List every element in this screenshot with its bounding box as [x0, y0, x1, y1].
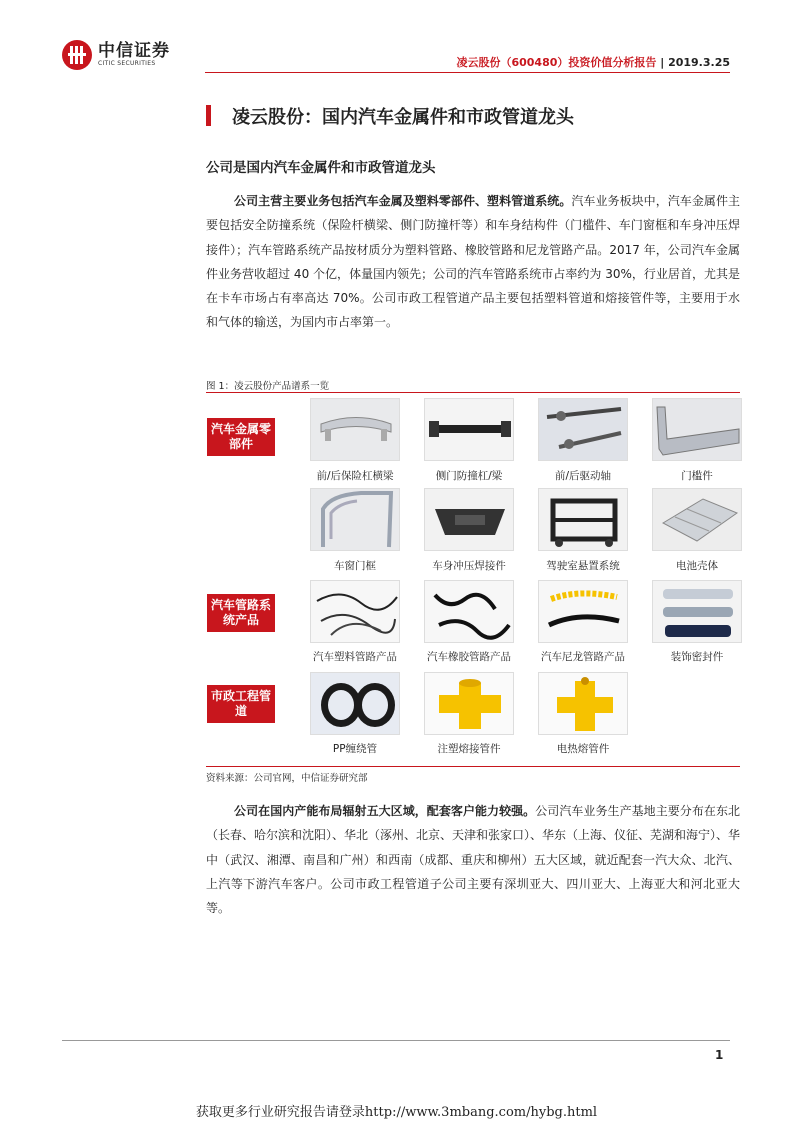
download-note: 获取更多行业研究报告请登录http://www.3mbang.com/hybg.html: [195, 1105, 598, 1120]
stamped-weld-icon: [425, 489, 514, 551]
intro-paragraph-body: 汽车业务板块中，汽车金属件主要包括安全防撞系统（保险杆横梁、侧门防撞杆等）和车身结构件（门槛件、车门窗框和车身冲压焊接件）；汽车管路系统产品按材质分为塑料管路、橡胶管路和尼龙管路产品。2017 年，公司汽车金属件业务营收超过 40 个亿，体量国内领先；公司的汽车管路系统市占率约为 30%，行业居首，尤其是在卡车市场占有率高达 70%。公司市政工程管道产品主要包括塑料管道和熔接管件等，主要用于水和气体的输送，为国内市占率第一。: [206, 194, 740, 330]
product-label: 驾驶室悬置系统: [546, 560, 620, 572]
capacity-paragraph: [206, 799, 740, 920]
window-frame-icon: [311, 489, 400, 551]
capacity-paragraph-body: 公司汽车业务生产基地主要分布在东北（长春、哈尔滨和沈阳）、华北（涿州、北京、天津和张家口）、华东（上海、仪征、芜湖和海宁）、华中（武汉、湘潭、南昌和广州）和西南（成都、重庆和柳州）五大区域，就近配套一汽大众、北汽、上汽等下游汽车客户。公司市政工程管道子公司主要有深圳亚大、四川亚大、上海亚大和河北亚大等。: [206, 804, 741, 916]
stamped-weld-image: [424, 488, 514, 551]
product-label: 汽车橡胶管路产品: [427, 651, 511, 663]
logo-en: CITIC SECURITIES: [98, 60, 156, 67]
intro-paragraph-lead: 公司主营主要业务包括汽车金属及塑料零部件、塑料管道系统。: [234, 194, 572, 208]
figure-source: 资料来源：公司官网，中信证券研究部: [206, 773, 368, 784]
category-auto-metal: 汽车金属零部件: [207, 418, 275, 456]
product-label: 电池壳体: [676, 560, 718, 572]
report-header-title: [456, 54, 730, 70]
title-accent-bar: [206, 105, 211, 126]
bumper-beam-image: [310, 398, 400, 461]
pp-winding-pipe-image: [310, 672, 400, 735]
report-title: 凌云股份（600480）投资价值分析报告: [456, 56, 657, 69]
side-impact-beam-image: [424, 398, 514, 461]
battery-case-icon: [653, 489, 742, 551]
rubber-pipe-icon: [425, 581, 514, 643]
trim-seal-icon: [653, 581, 742, 643]
header-divider: [205, 72, 730, 73]
electrofusion-fitting-icon: [539, 673, 628, 735]
plastic-pipe-image: [310, 580, 400, 643]
rubber-pipe-image: [424, 580, 514, 643]
trim-seal-image: [652, 580, 742, 643]
door-sill-icon: [653, 399, 742, 461]
section-title: 公司是国内汽车金属件和市政管道龙头: [206, 160, 436, 176]
intro-paragraph: [206, 189, 740, 335]
capacity-paragraph-lead: 公司在国内产能布局辐射五大区域，配套客户能力较强。: [234, 804, 536, 818]
impact-beam-icon: [425, 399, 514, 461]
electrofusion-fitting-image: [538, 672, 628, 735]
page-header: [62, 40, 730, 72]
product-label: 汽车尼龙管路产品: [541, 651, 625, 663]
product-label: 侧门防撞杠/梁: [435, 470, 503, 482]
figure-top-rule: [206, 392, 740, 393]
page-number: 1: [715, 1048, 724, 1062]
cab-suspension-icon: [539, 489, 628, 551]
plastic-pipe-icon: [311, 581, 400, 643]
footer-divider: [62, 1040, 730, 1041]
drive-shaft-image: [538, 398, 628, 461]
report-date: 2019.3.25: [668, 56, 730, 69]
product-label: 门槛件: [681, 470, 713, 482]
category-auto-pipe: 汽车管路系统产品: [207, 594, 275, 632]
door-sill-image: [652, 398, 742, 461]
cab-suspension-image: [538, 488, 628, 551]
product-label: 车身冲压焊接件: [432, 560, 506, 572]
figure-bottom-rule: [206, 766, 740, 767]
bumper-beam-icon: [311, 399, 400, 461]
nylon-pipe-image: [538, 580, 628, 643]
pp-winding-pipe-icon: [311, 673, 400, 735]
product-label: 装饰密封件: [670, 651, 724, 663]
company-logo: [62, 40, 170, 70]
product-label: 注塑熔接管件: [437, 743, 501, 755]
injection-fitting-icon: [425, 673, 514, 735]
window-frame-image: [310, 488, 400, 551]
page-title: 凌云股份：国内汽车金属件和市政管道龙头: [232, 107, 574, 128]
citic-logo-icon: [62, 40, 92, 70]
product-label: 前/后驱动轴: [554, 470, 612, 482]
product-label: 前/后保险杠横梁: [316, 470, 394, 482]
product-label: PP缠绕管: [332, 743, 378, 755]
injection-fitting-image: [424, 672, 514, 735]
drive-shaft-icon: [539, 399, 628, 461]
nylon-pipe-icon: [539, 581, 628, 643]
product-label: 电热熔管件: [556, 743, 610, 755]
product-label: 汽车塑料管路产品: [313, 651, 397, 663]
battery-case-image: [652, 488, 742, 551]
header-separator: |: [656, 56, 669, 69]
product-label: 车窗门框: [334, 560, 376, 572]
figure-caption: 图 1：凌云股份产品谱系一览: [206, 381, 330, 392]
logo-cn: 中信证券: [98, 41, 170, 61]
category-municipal-pipe: 市政工程管道: [207, 685, 275, 723]
